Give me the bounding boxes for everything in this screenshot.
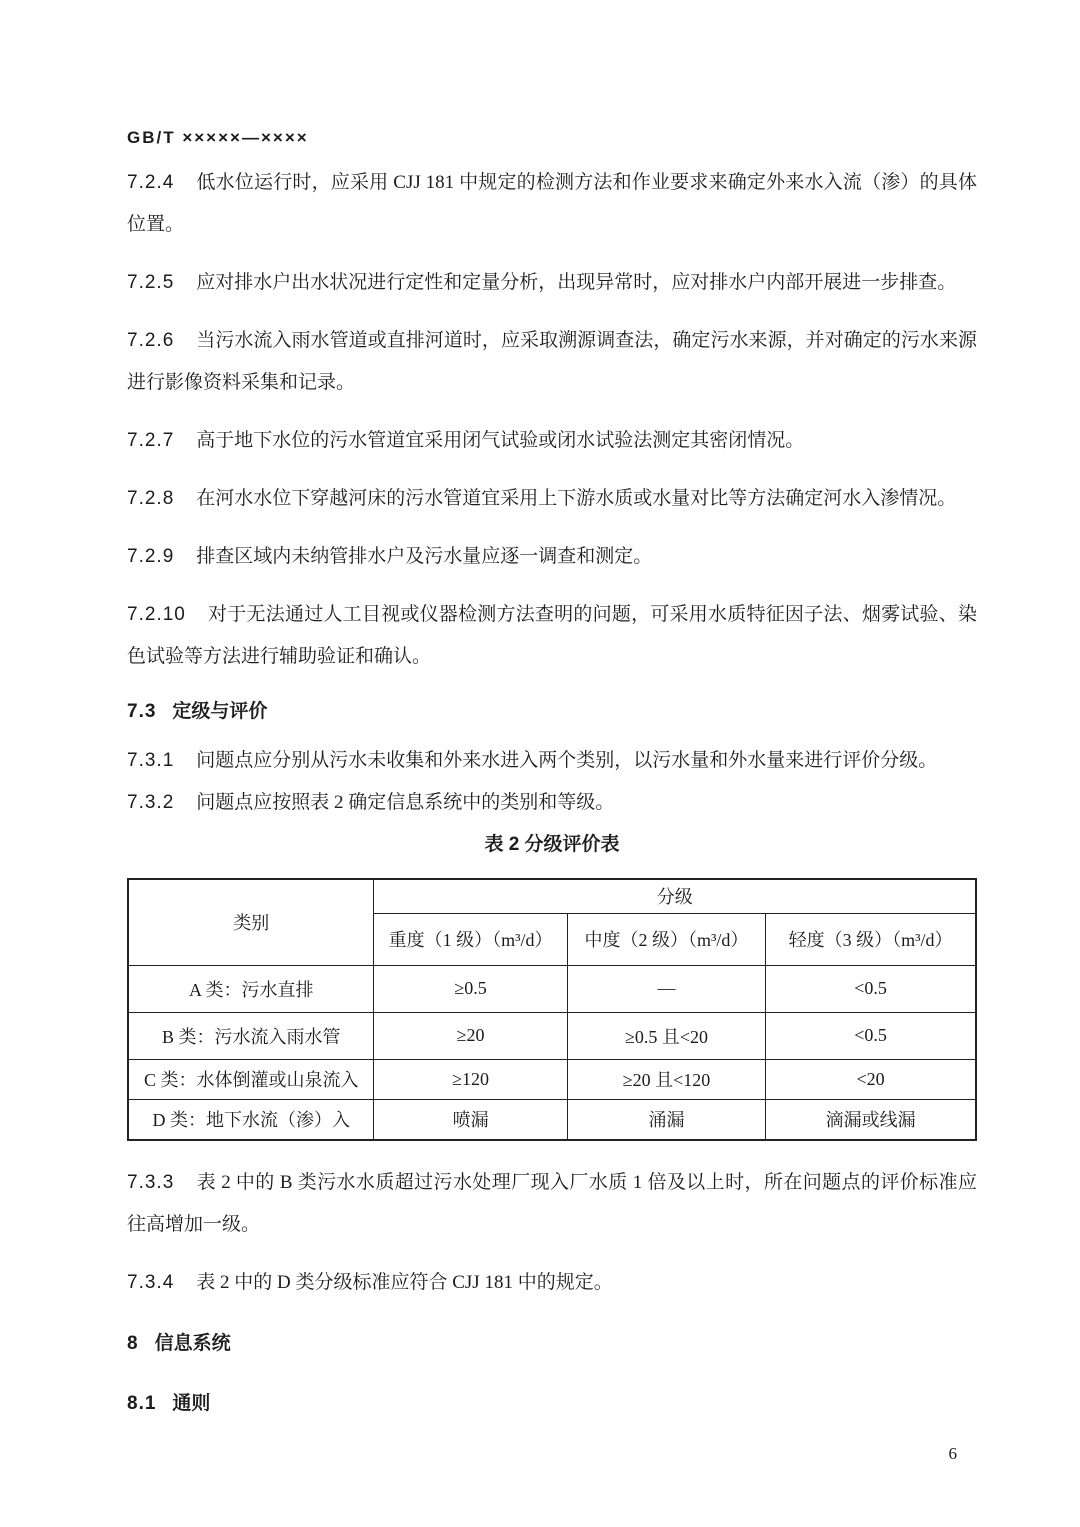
grading-table	[127, 878, 977, 1141]
clause-number: 7.2.8	[127, 488, 175, 509]
cell-severe: 喷漏	[374, 1099, 567, 1140]
clause-7-3-2	[127, 782, 977, 824]
table-header-row-1	[128, 879, 976, 913]
cell-light: <0.5	[766, 1012, 976, 1059]
cell-medium: ≥0.5 且<20	[567, 1012, 765, 1059]
section-heading-8	[127, 1326, 977, 1362]
clause-7-3-3	[127, 1162, 977, 1246]
cell-medium: ≥20 且<120	[567, 1059, 765, 1099]
clause-text: 表 2 中的 D 类分级标准应符合 CJJ 181 中的规定。	[196, 1272, 613, 1293]
cell-category: A 类：污水直排	[128, 965, 374, 1012]
section-heading-7-3	[127, 694, 977, 730]
clause-7-2-10	[127, 594, 977, 678]
cell-light: 滴漏或线漏	[766, 1099, 976, 1140]
header-cell-level-severe: 重度（1 级）（m³/d）	[374, 913, 567, 965]
table-row	[128, 1099, 976, 1140]
page-number: 6	[948, 1444, 957, 1463]
section-title: 通则	[172, 1393, 211, 1414]
clause-text: 问题点应分别从污水未收集和外来水进入两个类别，以污水量和外水量来进行评价分级。	[196, 750, 938, 771]
cell-severe: ≥0.5	[374, 965, 567, 1012]
section-number: 7.3	[127, 701, 157, 722]
clause-number: 7.3.1	[127, 750, 175, 771]
clause-text: 表 2 中的 B 类污水水质超过污水处理厂现入厂水质 1 倍及以上时，所在问题点的评价标准应往高增加一级。	[127, 1172, 977, 1235]
cell-light: <20	[766, 1059, 976, 1099]
clause-7-3-1	[127, 740, 977, 782]
table-row	[128, 965, 976, 1012]
clause-7-2-6	[127, 320, 977, 404]
clause-text: 低水位运行时，应采用 CJJ 181 中规定的检测方法和作业要求来确定外来水入流（渗）的具体位置。	[127, 172, 977, 235]
clause-7-3-4	[127, 1262, 977, 1304]
cell-category: B 类：污水流入雨水管	[128, 1012, 374, 1059]
cell-severe: ≥20	[374, 1012, 567, 1059]
clause-text: 当污水流入雨水管道或直排河道时，应采取溯源调查法，确定污水来源，并对确定的污水来源进行影像资料采集和记录。	[127, 330, 977, 393]
document-header: GB/T ×××××—××××	[127, 128, 309, 147]
section-title: 定级与评价	[172, 701, 268, 722]
cell-light: <0.5	[766, 965, 976, 1012]
cell-category: C 类：水体倒灌或山泉流入	[128, 1059, 374, 1099]
clause-7-2-7	[127, 420, 977, 462]
clause-number: 7.3.2	[127, 792, 175, 813]
clause-text: 排查区域内未纳管排水户及污水量应逐一调查和测定。	[196, 546, 653, 567]
clause-text: 应对排水户出水状况进行定性和定量分析，出现异常时，应对排水户内部开展进一步排查。	[196, 272, 957, 293]
clause-number: 7.2.9	[127, 546, 175, 567]
clause-7-2-9	[127, 536, 977, 578]
table-row	[128, 1012, 976, 1059]
section-number: 8.1	[127, 1393, 157, 1414]
table-caption: 表 2 分级评价表	[484, 834, 620, 855]
clause-number: 7.2.7	[127, 430, 175, 451]
cell-severe: ≥120	[374, 1059, 567, 1099]
clause-number: 7.2.4	[127, 172, 175, 193]
clause-number: 7.2.5	[127, 272, 175, 293]
clause-text: 在河水水位下穿越河床的污水管道宜采用上下游水质或水量对比等方法确定河水入渗情况。	[196, 488, 957, 509]
clause-text: 高于地下水位的污水管道宜采用闭气试验或闭水试验法测定其密闭情况。	[196, 430, 805, 451]
clause-number: 7.3.4	[127, 1272, 175, 1293]
cell-medium: 涌漏	[567, 1099, 765, 1140]
section-number: 8	[127, 1333, 139, 1354]
clause-number: 7.3.3	[127, 1172, 175, 1193]
clause-7-2-8	[127, 478, 977, 520]
section-title: 信息系统	[154, 1333, 231, 1354]
clause-7-2-5	[127, 262, 977, 304]
header-cell-category: 类别	[128, 879, 374, 965]
header-cell-grading: 分级	[374, 879, 976, 913]
cell-medium: —	[567, 965, 765, 1012]
cell-category: D 类：地下水流（渗）入	[128, 1099, 374, 1140]
clause-text: 问题点应按照表 2 确定信息系统中的类别和等级。	[196, 792, 615, 813]
clause-number: 7.2.6	[127, 330, 175, 351]
clause-7-2-4	[127, 162, 977, 246]
clause-text: 对于无法通过人工目视或仪器检测方法查明的问题，可采用水质特征因子法、烟雾试验、染色试验等方法进行辅助验证和确认。	[127, 604, 977, 667]
header-cell-level-light: 轻度（3 级）（m³/d）	[766, 913, 976, 965]
header-cell-level-medium: 中度（2 级）（m³/d）	[567, 913, 765, 965]
clause-number: 7.2.10	[127, 604, 186, 625]
section-heading-8-1	[127, 1386, 977, 1422]
table-row	[128, 1059, 976, 1099]
